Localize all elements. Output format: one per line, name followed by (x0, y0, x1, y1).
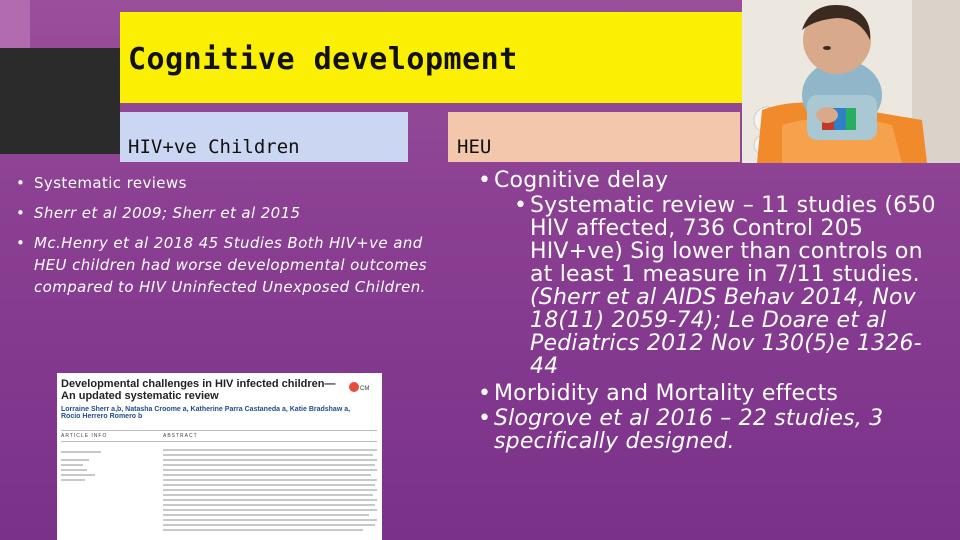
slide-title: Cognitive development (128, 42, 518, 77)
paper-text-line (61, 474, 95, 476)
paper-text-line (163, 484, 375, 486)
paper-text-line (163, 514, 369, 516)
right-subbullet-systematic-review (478, 194, 948, 378)
paper-text-line (163, 529, 363, 531)
paper-text-line (61, 464, 83, 466)
paper-text-line (61, 459, 89, 461)
right-bullet-list (478, 169, 948, 455)
paper-title: Developmental challenges in HIV infected children—An updated systematic review (61, 378, 336, 402)
paper-text-line (163, 509, 377, 511)
paper-text-line (61, 479, 85, 481)
paper-text-line (163, 499, 377, 501)
paper-text-line (163, 454, 373, 456)
subbullet-reference: (Sherr et al AIDS Behav 2014, Nov 18(11) 2059-74); Le Doare et al Pediatrics 2012 Nov 130(5)e 1326-44 (530, 285, 922, 379)
paper-text-line (163, 464, 375, 466)
paper-rule (61, 430, 377, 431)
header-hiv-children: HIV+ve Children (120, 112, 408, 162)
paper-text-line (163, 524, 375, 526)
paper-text-line (163, 494, 373, 496)
decorative-band-light (0, 0, 30, 48)
paper-text-line (163, 449, 377, 451)
right-bullet-morbidity: • Morbidity and Mortality effects (478, 382, 948, 405)
paper-text-line (163, 474, 371, 476)
paper-text-line (61, 469, 87, 471)
paper-text-line (163, 459, 377, 461)
paper-section-article-info: ARTICLE INFO (61, 433, 108, 439)
paper-text-line (163, 489, 377, 491)
right-bullet-slogrove: • Slogrove et al 2016 – 22 studies, 3 specifically designed. (478, 407, 948, 453)
svg-text:CM: CM (360, 386, 370, 392)
header-heu: HEU (448, 112, 740, 162)
crossmark-logo (348, 380, 374, 394)
left-bullet-list (16, 172, 446, 306)
paper-text-line (163, 504, 375, 506)
paper-authors: Lorraine Sherr a,b, Natasha Croome a, Katherine Parra Castaneda a, Katie Bradshaw a, Rocio Herrero Romero b (61, 406, 351, 420)
paper-section-abstract: ABSTRACT (163, 433, 198, 439)
paper-rule (61, 441, 377, 442)
child-photo (742, 0, 960, 163)
left-bullet: • Mc.Henry et al 2018 45 Studies Both HIV+ve and HEU children had worse developmental outcomes compared to HIV Uninfected Unexposed Children. (16, 232, 446, 298)
title-banner (120, 12, 742, 103)
paper-text-line (163, 469, 377, 471)
paper-text-line (163, 479, 377, 481)
left-bullet: • Systematic reviews (16, 172, 446, 194)
paper-text-line (163, 519, 377, 521)
decorative-band-dark (0, 48, 120, 154)
paper-text-line (61, 451, 101, 453)
left-bullet: • Sherr et al 2009; Sherr et al 2015 (16, 202, 446, 224)
right-bullet-cognitive-delay: • Cognitive delay (478, 169, 948, 192)
paper-excerpt-image (57, 373, 382, 540)
child-photo-image (742, 0, 960, 163)
subbullet-text: Systematic review – 11 studies (650 HIV affected, 736 Control 205 HIV+ve) Sig lower than controls on at least 1 measure in 7/11 studies. (530, 193, 936, 287)
